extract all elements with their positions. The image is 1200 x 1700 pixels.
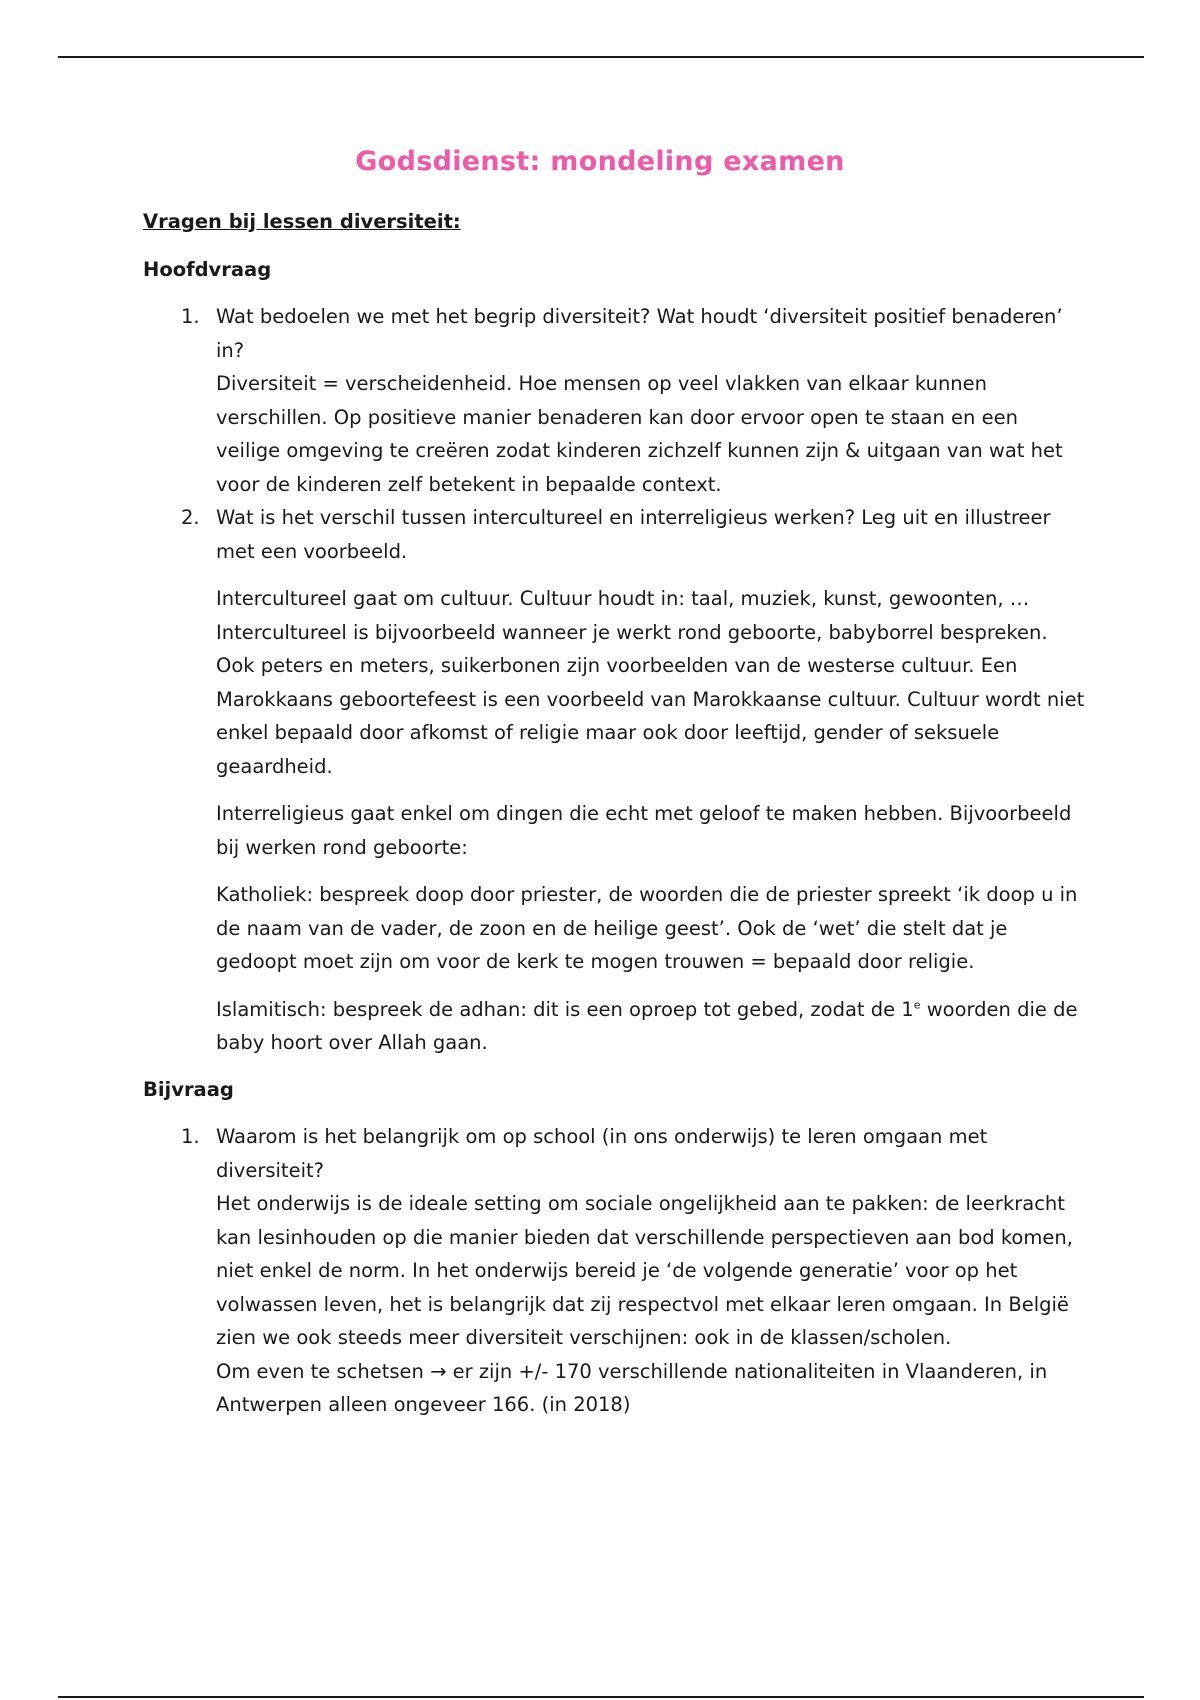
page-title: Godsdienst: mondeling examen bbox=[355, 146, 845, 177]
side-question-list bbox=[143, 1120, 1088, 1422]
answer-islamic-start: Islamitisch: bespreek de adhan: dit is een oproep tot gebed, zodat de 1 bbox=[216, 997, 914, 1021]
ordinal-superscript: e bbox=[913, 998, 921, 1011]
question-text: Wat bedoelen we met het begrip diversiteit? Wat houdt ‘diversiteit positief benaderen’ in? bbox=[216, 305, 1063, 362]
answer-islamic-end: woorden die de baby hoort over Allah gaan. bbox=[216, 997, 1078, 1054]
list-item bbox=[143, 501, 1088, 1060]
item-number: 2. bbox=[181, 506, 200, 529]
header-rule bbox=[58, 56, 1144, 58]
section-heading: Vragen bij lessen diversiteit: bbox=[143, 210, 461, 233]
question-text: Wat is het verschil tussen intercultureel en interreligieus werken? Leg uit en illustreer met een voorbeeld. bbox=[216, 506, 1051, 563]
list-item bbox=[143, 300, 1088, 501]
answer-interreligious: Interreligieus gaat enkel om dingen die echt met geloof te maken hebben. Bijvoorbeeld bij werken rond geboorte: bbox=[216, 802, 1072, 859]
list-item bbox=[143, 1120, 1088, 1422]
main-question-heading: Hoofdvraag bbox=[143, 257, 272, 281]
document-body bbox=[143, 205, 1088, 1422]
question-text: Waarom is het belangrijk om op school (in ons onderwijs) te leren omgaan met diversiteit? bbox=[216, 1125, 988, 1182]
footer-rule bbox=[58, 1696, 1144, 1698]
answer-text: Diversiteit = verscheidenheid. Hoe mensen op veel vlakken van elkaar kunnen verschillen. Op positieve manier benaderen kan door ervoor open te staan en een veilige omgeving te creëren zodat kinderen zichzelf kunnen zijn & uitgaan van wat het voor de kinderen zelf betekent in bepaalde context. bbox=[216, 372, 1063, 496]
answer-catholic: Katholiek: bespreek doop door priester, de woorden die de priester spreekt ‘ik doop u in de naam van de vader, de zoon en de heilige geest’. Ook de ‘wet’ die stelt dat je gedoopt moet zijn om voor de kerk te mogen trouwen = bepaald door religie. bbox=[216, 883, 1078, 973]
answer-islamic bbox=[216, 993, 1088, 1060]
answer-text: Het onderwijs is de ideale setting om sociale ongelijkheid aan te pakken: de leerkracht kan lesinhouden op die manier bieden dat verschillende perspectieven aan bod komen, niet enkel de norm. In het onderwijs bereid je ‘de volgende generatie’ voor op het volwassen leven, het is belangrijk dat zij respectvol met elkaar leren omgaan. In België zien we ook steeds meer diversiteit verschijnen: ook in de klassen/scholen. bbox=[216, 1192, 1073, 1349]
answer-extra: Om even te schetsen → er zijn +/- 170 verschillende nationaliteiten in Vlaanderen, in Antwerpen alleen ongeveer 166. (in 2018) bbox=[216, 1359, 1048, 1416]
main-question-list bbox=[143, 300, 1088, 1060]
item-number: 1. bbox=[181, 1125, 200, 1148]
item-number: 1. bbox=[181, 305, 200, 328]
side-question-heading: Bijvraag bbox=[143, 1077, 234, 1101]
answer-intercultural: Intercultureel gaat om cultuur. Cultuur houdt in: taal, muziek, kunst, gewoonten, … Intercultureel is bijvoorbeeld wanneer je werkt rond geboorte, babyborrel bespreken. Ook peters en meters, suikerbonen zijn voorbeelden van de westerse cultuur. Een Marokkaans geboortefeest is een voorbeeld van Marokkaanse cultuur. Cultuur wordt niet enkel bepaald door afkomst of religie maar ook door leeftijd, gender of seksuele geaardheid. bbox=[216, 587, 1085, 778]
